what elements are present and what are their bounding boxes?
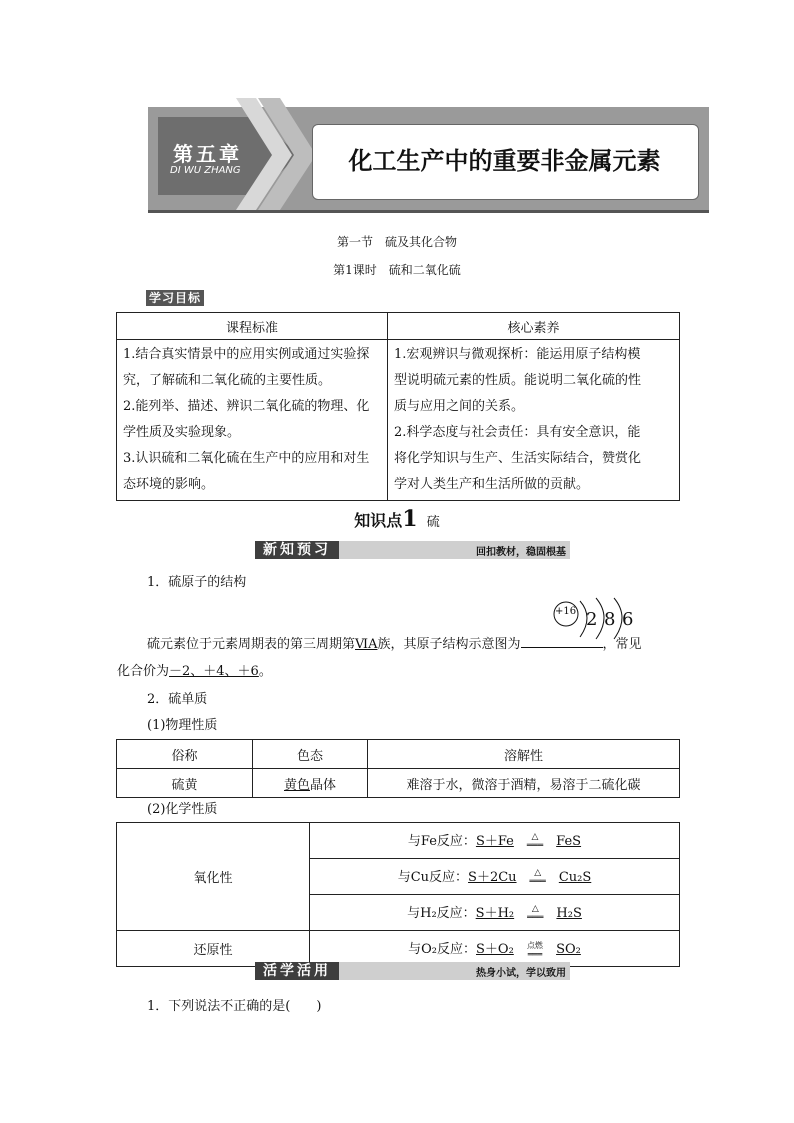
standard-line: 2.能列举、描述、辨识二氧化硫的物理、化: [123, 399, 370, 414]
solubility-cell: 难溶于水，微溶于酒精，易溶于二硫化碳: [368, 769, 680, 798]
reaction-product: FeS: [556, 834, 582, 850]
reaction-reactants: S＋2Cu: [468, 870, 517, 886]
lesson-title: 第1课时 硫和二氧化硫: [333, 263, 461, 277]
reaction-reactants: S＋H₂: [475, 906, 515, 922]
core-literacy-cell: [388, 340, 680, 501]
color-state-cell: [253, 769, 368, 798]
phys-header: 色态: [253, 740, 368, 769]
reaction-row-fe: 与Fe反应：S＋Fe △ ═══ FeS: [310, 823, 680, 859]
standard-line: 究，了解硫和二氧化硫的主要性质。: [123, 373, 332, 388]
chapter-title: 化工生产中的重要非金属元素: [348, 147, 661, 175]
oxidizing-label: 氧化性: [117, 823, 310, 931]
reducing-label: 还原性: [117, 931, 310, 967]
reaction-condition: △: [531, 903, 539, 914]
literacy-line: 质与应用之间的关系。: [394, 399, 525, 414]
standard-line: 3.认识硫和二氧化硫在生产中的应用和对生: [123, 451, 370, 466]
practice-bar-strip: [339, 962, 570, 980]
color-answer: 黄色: [283, 777, 310, 793]
text-fragment: 。: [258, 664, 272, 679]
practice-bar-note: 热身小试，学以致用: [476, 968, 566, 979]
chapter-pinyin: DI WU ZHANG: [170, 165, 241, 176]
objectives-table: [116, 312, 680, 501]
valence-line: [117, 660, 272, 679]
reaction-product: H₂S: [556, 906, 582, 922]
objectives-tag-label: 学习目标: [146, 290, 204, 306]
chemical-properties-table: [116, 822, 680, 967]
standard-line: 态环境的影响。: [123, 477, 215, 492]
phys-header: 溶解性: [368, 740, 680, 769]
nucleus-charge: +16: [555, 606, 577, 617]
valence-answer: －2、＋4、＋6: [169, 664, 259, 679]
course-standards-cell: [117, 340, 388, 501]
reaction-reactants: S＋Fe: [475, 834, 514, 850]
reaction-prefix: 与Cu反应：: [397, 870, 469, 886]
text-fragment: 化合价为: [117, 664, 170, 679]
reaction-condition: △: [531, 831, 539, 842]
knowledge-point-number: 1: [402, 506, 418, 532]
literacy-line: 学对人类生产和生活所做的贡献。: [394, 477, 590, 492]
reaction-row-o2: 与O₂反应：S＋O₂ 点燃 ═══ SO₂: [310, 931, 680, 967]
reaction-prefix: 与Fe反应：: [407, 834, 476, 850]
common-name-cell: 硫黄: [117, 769, 253, 798]
reaction-row-cu: 与Cu反应：S＋2Cu △ ═══ Cu₂S: [310, 859, 680, 895]
reaction-product: SO₂: [556, 942, 581, 958]
text-fragment: 族，其原子结构示意图为: [377, 637, 521, 652]
group-answer: ⅥA: [355, 637, 378, 652]
preview-bar-strip: [339, 541, 570, 559]
practice-section-bar: [255, 962, 570, 980]
preview-bar-label: 新知预习: [255, 541, 339, 559]
reaction-product: Cu₂S: [558, 870, 592, 886]
shell-electrons: 2: [586, 609, 598, 630]
knowledge-point-label: 知识点: [354, 511, 403, 530]
shell-electrons: 6: [622, 609, 634, 630]
literacy-line: 2.科学态度与社会责任：具有安全意识，能: [394, 425, 641, 440]
physical-properties-heading: (1)物理性质: [147, 718, 218, 733]
standard-line: 1.结合真实情景中的应用实例或通过实验探: [123, 347, 370, 362]
physical-properties-table: [116, 739, 680, 798]
chemical-properties-heading: (2)化学性质: [147, 802, 218, 817]
reaction-condition: △: [534, 867, 542, 878]
chapter-number: 第五章: [173, 142, 242, 166]
reaction-reactants: S＋O₂: [476, 942, 514, 958]
text-fragment: ，常见: [602, 637, 642, 652]
literacy-line: 1.宏观辨识与微观探析：能运用原子结构模: [394, 347, 641, 362]
sulfur-element-heading: 2．硫单质: [147, 692, 208, 707]
preview-section-bar: [255, 541, 570, 559]
reaction-prefix: 与H₂反应：: [407, 906, 476, 922]
objectives-header-left: 课程标准: [117, 313, 388, 340]
preview-bar-note: 回扣教材，稳固根基: [476, 547, 566, 558]
question-1: 1．下列说法不正确的是( ): [147, 999, 322, 1014]
text-fragment: 硫元素位于元素周期表的第三周期第: [147, 637, 356, 652]
knowledge-point-name: 硫: [426, 515, 440, 530]
reaction-prefix: 与O₂反应：: [408, 942, 477, 958]
objectives-tag: [146, 287, 204, 306]
reaction-row-h2: 与H₂反应：S＋H₂ △ ═══ H₂S: [310, 895, 680, 931]
sulfur-atom-diagram: [552, 597, 642, 647]
knowledge-point-heading: [0, 506, 794, 532]
objectives-header-right: 核心素养: [388, 313, 680, 340]
practice-bar-label: 活学活用: [255, 962, 339, 980]
standard-line: 学性质及实验现象。: [123, 425, 241, 440]
section-title: 第一节 硫及其化合物: [336, 235, 457, 249]
banner-underline: [148, 210, 709, 213]
shell-electrons: 8: [604, 609, 616, 630]
atom-structure-heading: 1．硫原子的结构: [147, 575, 247, 590]
literacy-line: 将化学知识与生产、生活实际结合，赞赏化: [394, 451, 642, 466]
literacy-line: 型说明硫元素的性质。能说明二氧化硫的性: [394, 373, 642, 388]
phys-header: 俗称: [117, 740, 253, 769]
state-text: 晶体: [310, 777, 337, 793]
reaction-condition: 点燃: [526, 940, 543, 950]
